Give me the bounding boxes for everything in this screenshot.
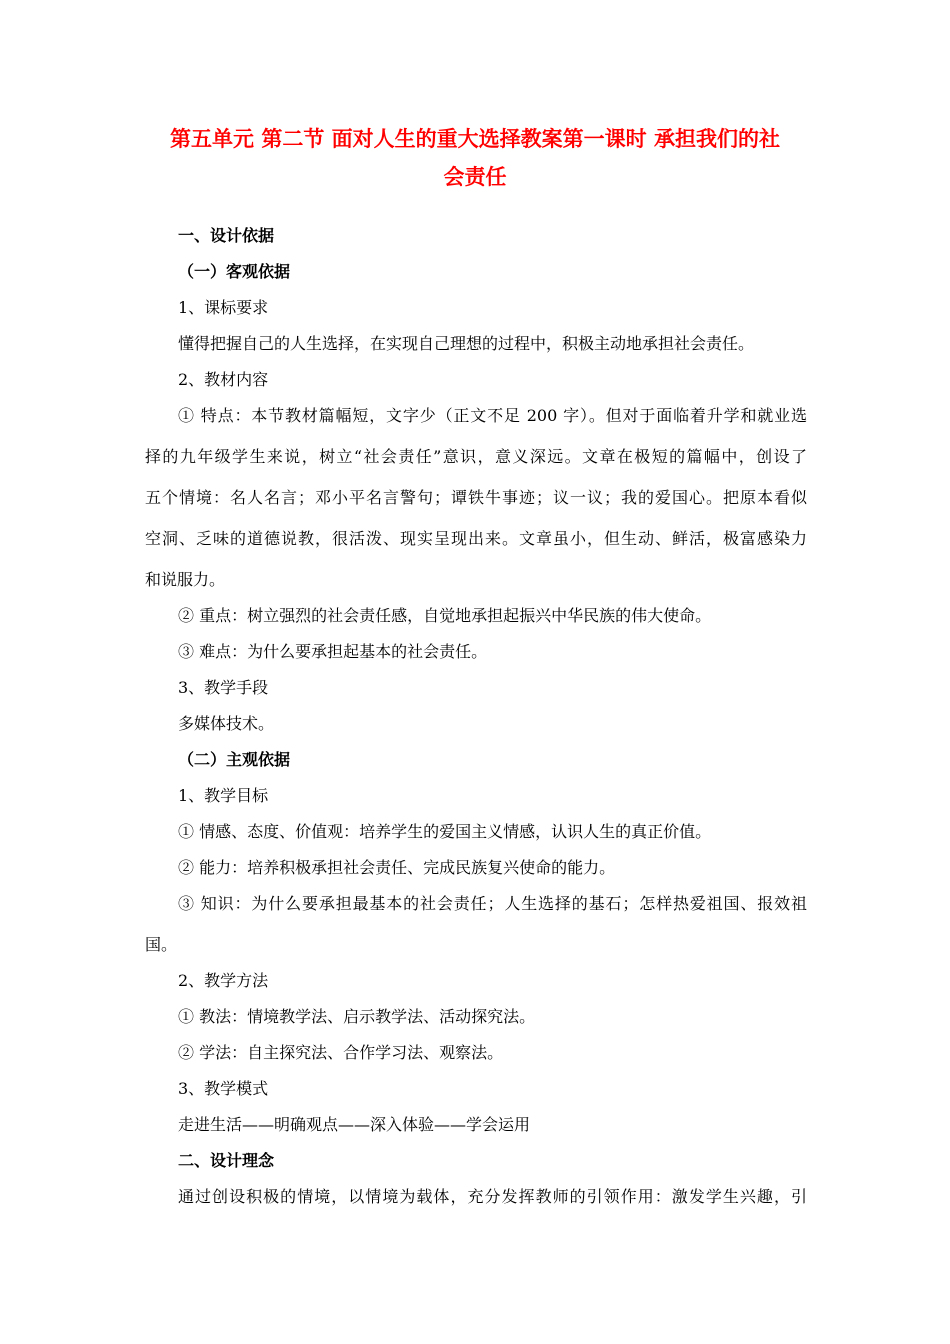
paragraph-method-1: ① 教法：情境教学法、启示教学法、活动探究法。 (178, 1007, 536, 1026)
paragraph-design-concept-line: 通过创设积极的情境，以情境为载体，充分发挥教师的引领作用：激发学生兴趣，引 (178, 1187, 807, 1206)
paragraph-features-line: ① 特点：本节教材篇幅短，文字少（正文不足 200 字）。但对于面临着升学和就业选 (178, 406, 807, 425)
item-heading-mode: 3、教学模式 (178, 1079, 269, 1098)
title-line-2: 会责任 (443, 165, 507, 189)
paragraph-goal-1: ① 情感、态度、价值观：培养学生的爱国主义情感，认识人生的真正价值。 (178, 822, 712, 841)
subsection-heading-subjective: （二）主观依据 (178, 750, 291, 769)
subsection-heading-objective: （一）客观依据 (178, 262, 291, 281)
paragraph-features-line: 五个情境：名人名言；邓小平名言警句；谭铁牛事迹；议一议；我的爱国心。把原本看似 (145, 488, 807, 507)
paragraph-features-line: 空洞、乏味的道德说教，很活泼、现实呈现出来。文章虽小，但生动、鲜活，极富感染力 (145, 529, 807, 548)
paragraph-difficulty: ③ 难点：为什么要承担起基本的社会责任。 (178, 642, 488, 661)
paragraph-goal-3-line: ③ 知识：为什么要承担最基本的社会责任；人生选择的基石；怎样热爱祖国、报效祖 (178, 894, 807, 913)
item-heading-material: 2、教材内容 (178, 370, 269, 389)
paragraph-method-2: ② 学法：自主探究法、合作学习法、观察法。 (178, 1043, 504, 1062)
section-heading-design-basis: 一、设计依据 (178, 226, 275, 245)
section-heading-design-concept: 二、设计理念 (178, 1151, 275, 1170)
document-title (140, 120, 810, 196)
paragraph-mode: 走进生活——明确观点——深入体验——学会运用 (178, 1115, 531, 1134)
paragraph-curriculum: 懂得把握自己的人生选择，在实现自己理想的过程中，积极主动地承担社会责任。 (178, 334, 755, 353)
item-heading-curriculum: 1、课标要求 (178, 298, 269, 317)
paragraph-key-point: ② 重点：树立强烈的社会责任感，自觉地承担起振兴中华民族的伟大使命。 (178, 606, 712, 625)
paragraph-features-line: 择的九年级学生来说，树立“社会责任”意识，意义深远。文章在极短的篇幅中，创设了 (145, 447, 807, 466)
paragraph-features-line: 和说服力。 (145, 570, 226, 589)
title-line-1: 第五单元 第二节 面对人生的重大选择教案第一课时 承担我们的社 (170, 127, 780, 151)
paragraph-goal-3-line: 国。 (145, 935, 178, 954)
item-heading-means: 3、教学手段 (178, 678, 269, 697)
paragraph-goal-2: ② 能力：培养积极承担社会责任、完成民族复兴使命的能力。 (178, 858, 616, 877)
item-heading-methods: 2、教学方法 (178, 971, 269, 990)
paragraph-means: 多媒体技术。 (178, 714, 275, 733)
item-heading-goals: 1、教学目标 (178, 786, 269, 805)
